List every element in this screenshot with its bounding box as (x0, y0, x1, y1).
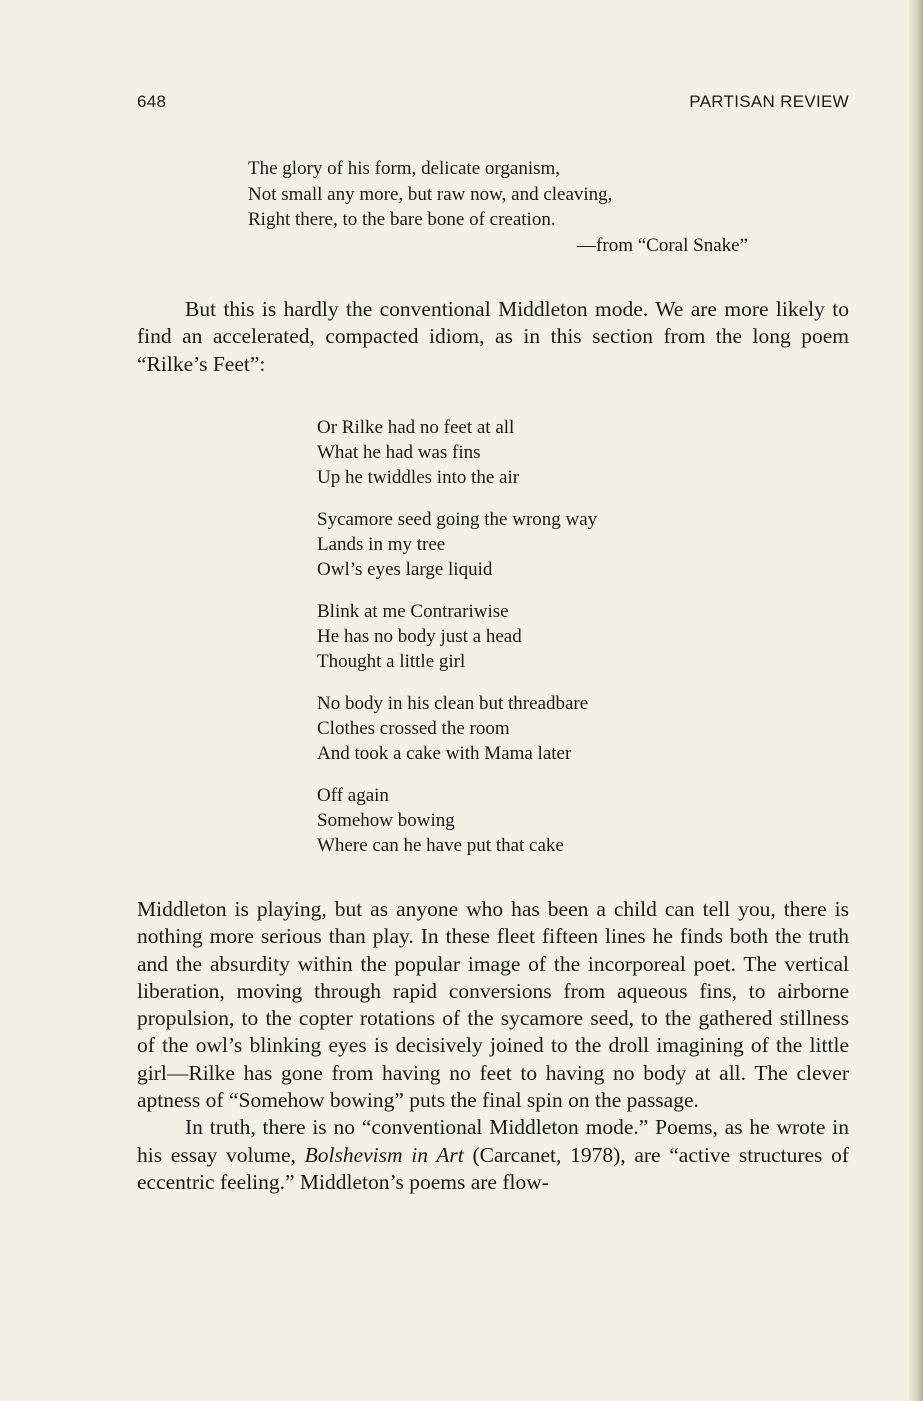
poem-line: Sycamore seed going the wrong way (317, 509, 598, 530)
page-number: 648 (137, 92, 167, 111)
poem-stanza (317, 691, 737, 766)
book-title: Bolshevism in Art (304, 1142, 464, 1167)
poem-line: And took a cake with Mama later (317, 743, 572, 764)
body-text-analysis (137, 896, 849, 1196)
epigraph-line: Right there, to the bare bone of creation. (248, 209, 556, 230)
poem-line: Owl’s eyes large liquid (317, 559, 493, 580)
epigraph-line: Not small any more, but raw now, and cleaving, (248, 183, 613, 205)
epigraph-quote (248, 156, 748, 258)
running-header (137, 92, 849, 118)
poem-line: Off again (317, 785, 389, 806)
poem-stanza (317, 415, 737, 490)
poem-stanza (317, 599, 737, 674)
poem-stanza (317, 783, 737, 858)
poem-line: He has no body just a head (317, 626, 522, 647)
body-text-intro (137, 296, 849, 378)
poem-line: Lands in my tree (317, 534, 446, 555)
poem-line: Clothes crossed the room (317, 718, 510, 739)
analysis-paragraph: Middleton is playing, but as anyone who has been a child can tell you, there is nothing more serious than play. In these fleet fifteen lines he finds both the truth and the absurdity within the popular image of the incorporeal poet. The vertical liberation, moving through rapid conversions from aqueous fins, to airborne propulsion, to the copter rotations of the sycamore seed, to the gathered stillness of the owl’s blinking eyes is decisively joined to the droll imagining of the little girl—Rilke has gone from having no feet to having no body at all. The clever aptness of “Somehow bowing” puts the final spin on the passage. (137, 897, 849, 1113)
poem-line: Up he twiddles into the air (317, 467, 520, 488)
poem-line: Or Rilke had no feet at all (317, 417, 515, 438)
closing-text-end: (Carcanet, 1978), are “active structures of eccentric feeling.” Middleton’s poems are flow- (137, 1142, 850, 1194)
poem-line: Somehow bowing (317, 810, 455, 831)
poem-stanza (317, 507, 737, 582)
poem-line: Thought a little girl (317, 651, 466, 672)
intro-paragraph: But this is hardly the conventional Middleton mode. We are more likely to find an accelerated, compacted idiom, as in this section from the long poem “Rilke’s Feet”: (137, 297, 849, 376)
closing-text-start: In truth, there is no “conventional Middleton mode.” Poems, as he wrote in his essay volume, (137, 1115, 849, 1167)
journal-title: PARTISAN REVIEW (689, 92, 849, 111)
poem-line: Where can he have put that cake (317, 835, 564, 856)
poem-line: No body in his clean but threadbare (317, 693, 589, 714)
closing-paragraph (137, 1114, 849, 1196)
poem-line: Blink at me Contrariwise (317, 601, 509, 622)
page-edge-shadow (909, 0, 923, 1401)
epigraph-attribution: —from “Coral Snake” (577, 234, 748, 256)
epigraph-line: The glory of his form, delicate organism, (248, 158, 561, 179)
poem-excerpt (317, 415, 737, 875)
poem-line: What he had was fins (317, 442, 481, 463)
